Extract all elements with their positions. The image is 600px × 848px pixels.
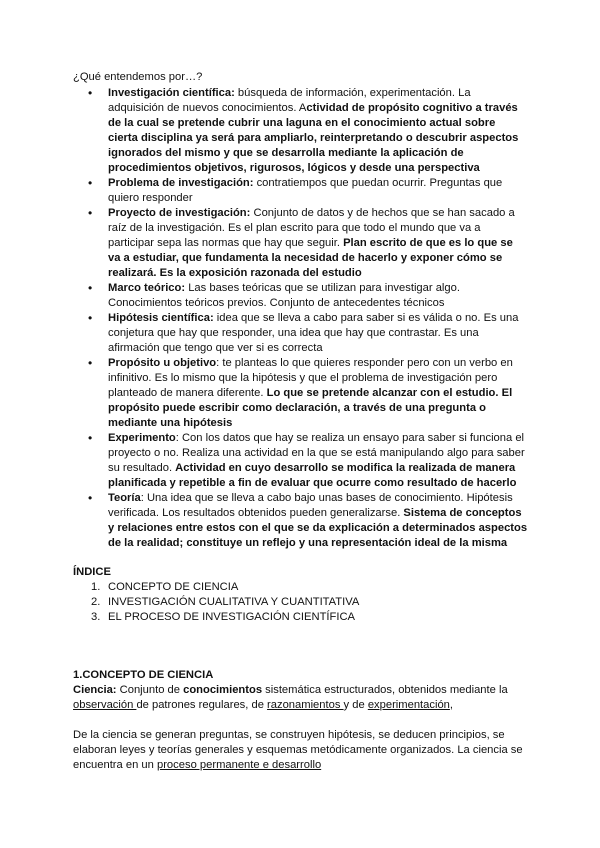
definition-term: Propósito u objetivo [108, 357, 217, 369]
definition-bold-text: ctividad de propósito cognitivo a través de la cual se pretende cubrir una laguna en el conocimiento actual sobre cierta disciplina ya será para ampliarlo, reinterpretando o descubrir aspectos ignorados del mismo y que se desarrolla mediante la aplicación de procedimientos objetivos, rigurosos, lógicos y desde una perspectiva [108, 102, 519, 174]
definition-text: Las bases teóricas que se utilizan para investigar algo. Conocimientos teóricos previos. Conjunto de antecedentes técnicos [108, 282, 460, 309]
science-text: Conjunto de [116, 684, 184, 696]
index-item-number: 3. [91, 611, 101, 623]
science-bold-word: conocimientos [183, 684, 263, 696]
definition-item [73, 311, 528, 356]
document-page [73, 70, 528, 773]
definition-text: : Una idea que se lleva a cabo bajo unas bases de conocimiento. Hipótesis verificada. Los resultados obtenidos pueden generalizarse. [108, 492, 513, 519]
intro-question: ¿Qué entendemos por…? [73, 71, 203, 83]
science-text: de patrones regulares, de [136, 699, 268, 711]
experimentation-link[interactable]: experimentación [367, 699, 450, 711]
definition-text: Conjunto de datos y de hechos que se han sacado a raíz de la investigación. Es el plan escrito para que todo el mundo que va a participar sepa las normas que hay que seguir. [108, 207, 515, 249]
science-text: sistemática estructurados, obtenidos mediante la [262, 684, 508, 696]
definition-item [73, 431, 528, 491]
definition-bold-text: Plan escrito de que es lo que se va a estudiar, que fundamenta la necesidad de hacerlo y exponer cómo se realizará. Es la exposición razonada del estudio [108, 237, 513, 279]
definition-text: búsqueda de información, experimentación. La adquisición de nuevos conocimientos. A [108, 87, 471, 114]
definitions-list [73, 86, 528, 551]
science-paragraph [73, 728, 528, 773]
definition-item [73, 206, 528, 281]
index-item [73, 610, 528, 625]
definition-item [73, 86, 528, 176]
process-link[interactable]: proceso permanente e desarrollo [156, 759, 322, 771]
definition-text: contratiempos que puedan ocurrir. Preguntas que quiero responder [108, 177, 503, 204]
science-definition [73, 683, 528, 713]
definition-item [73, 356, 528, 431]
science-text: , [449, 699, 454, 711]
index-item-number: 2. [91, 596, 101, 608]
index-item [73, 595, 528, 610]
science-term: Ciencia: [73, 684, 117, 696]
definition-item [73, 491, 528, 551]
definition-item [73, 176, 528, 206]
section-heading: 1.CONCEPTO DE CIENCIA [73, 669, 214, 681]
observation-link[interactable]: observación [73, 699, 137, 711]
definition-text: idea que se lleva a cabo para saber si es válida o no. Es una conjetura que hay que responder, una idea que hay que contrastar. Es una afirmación que tengo que ver si es correcta [108, 312, 519, 354]
index-list [73, 580, 528, 625]
definition-term: Teoría [108, 492, 141, 504]
definition-term: Proyecto de investigación: [108, 207, 251, 219]
reasoning-link[interactable]: razonamientos [267, 699, 344, 711]
index-item-label: EL PROCESO DE INVESTIGACIÓN CIENTÍFICA [108, 611, 355, 623]
index-item-label: INVESTIGACIÓN CUALITATIVA Y CUANTITATIVA [108, 596, 360, 608]
paragraph-text: De la ciencia se generan preguntas, se construyen hipótesis, se deducen principios, se elaboran leyes y teorías generales y esquemas metódicamente organizados. La ciencia se encuentra en un [73, 729, 523, 771]
index-item [73, 580, 528, 595]
definition-bold-text: Actividad en cuyo desarrollo se modifica la realizada de manera planificada y repetible a fin de evaluar que ocurre como resultado de hacerlo [108, 462, 517, 489]
definition-term: Marco teórico: [108, 282, 186, 294]
definition-bold-text: Lo que se pretende alcanzar con el estudio. El propósito puede escribir como declaración, a través de una pregunta o mediante una hipótesis [108, 387, 513, 429]
index-heading: ÍNDICE [73, 566, 111, 578]
definition-term: Investigación científica: [108, 87, 235, 99]
definition-bold-text: Sistema de conceptos y relaciones entre estos con el que se da explicación a determinados aspectos de la realidad; constituye un reflejo y una representación ideal de la misma [108, 507, 528, 549]
index-item-number: 1. [91, 581, 101, 593]
definition-item [73, 281, 528, 311]
index-item-label: CONCEPTO DE CIENCIA [108, 581, 239, 593]
definition-term: Hipótesis científica: [108, 312, 214, 324]
definition-text: : Con los datos que hay se realiza un ensayo para saber si funciona el proyecto o no. Realiza una actividad en la que se está manipulando algo para saber su resultado. [108, 432, 525, 474]
definition-term: Experimento [108, 432, 176, 444]
definition-term: Problema de investigación: [108, 177, 254, 189]
definition-text: : te planteas lo que quieres responder pero con un verbo en infinitivo. Es lo mismo que la hipótesis y que el problema de investigación pero planteado de manera diferente. [108, 357, 513, 399]
science-text: y de [343, 699, 368, 711]
